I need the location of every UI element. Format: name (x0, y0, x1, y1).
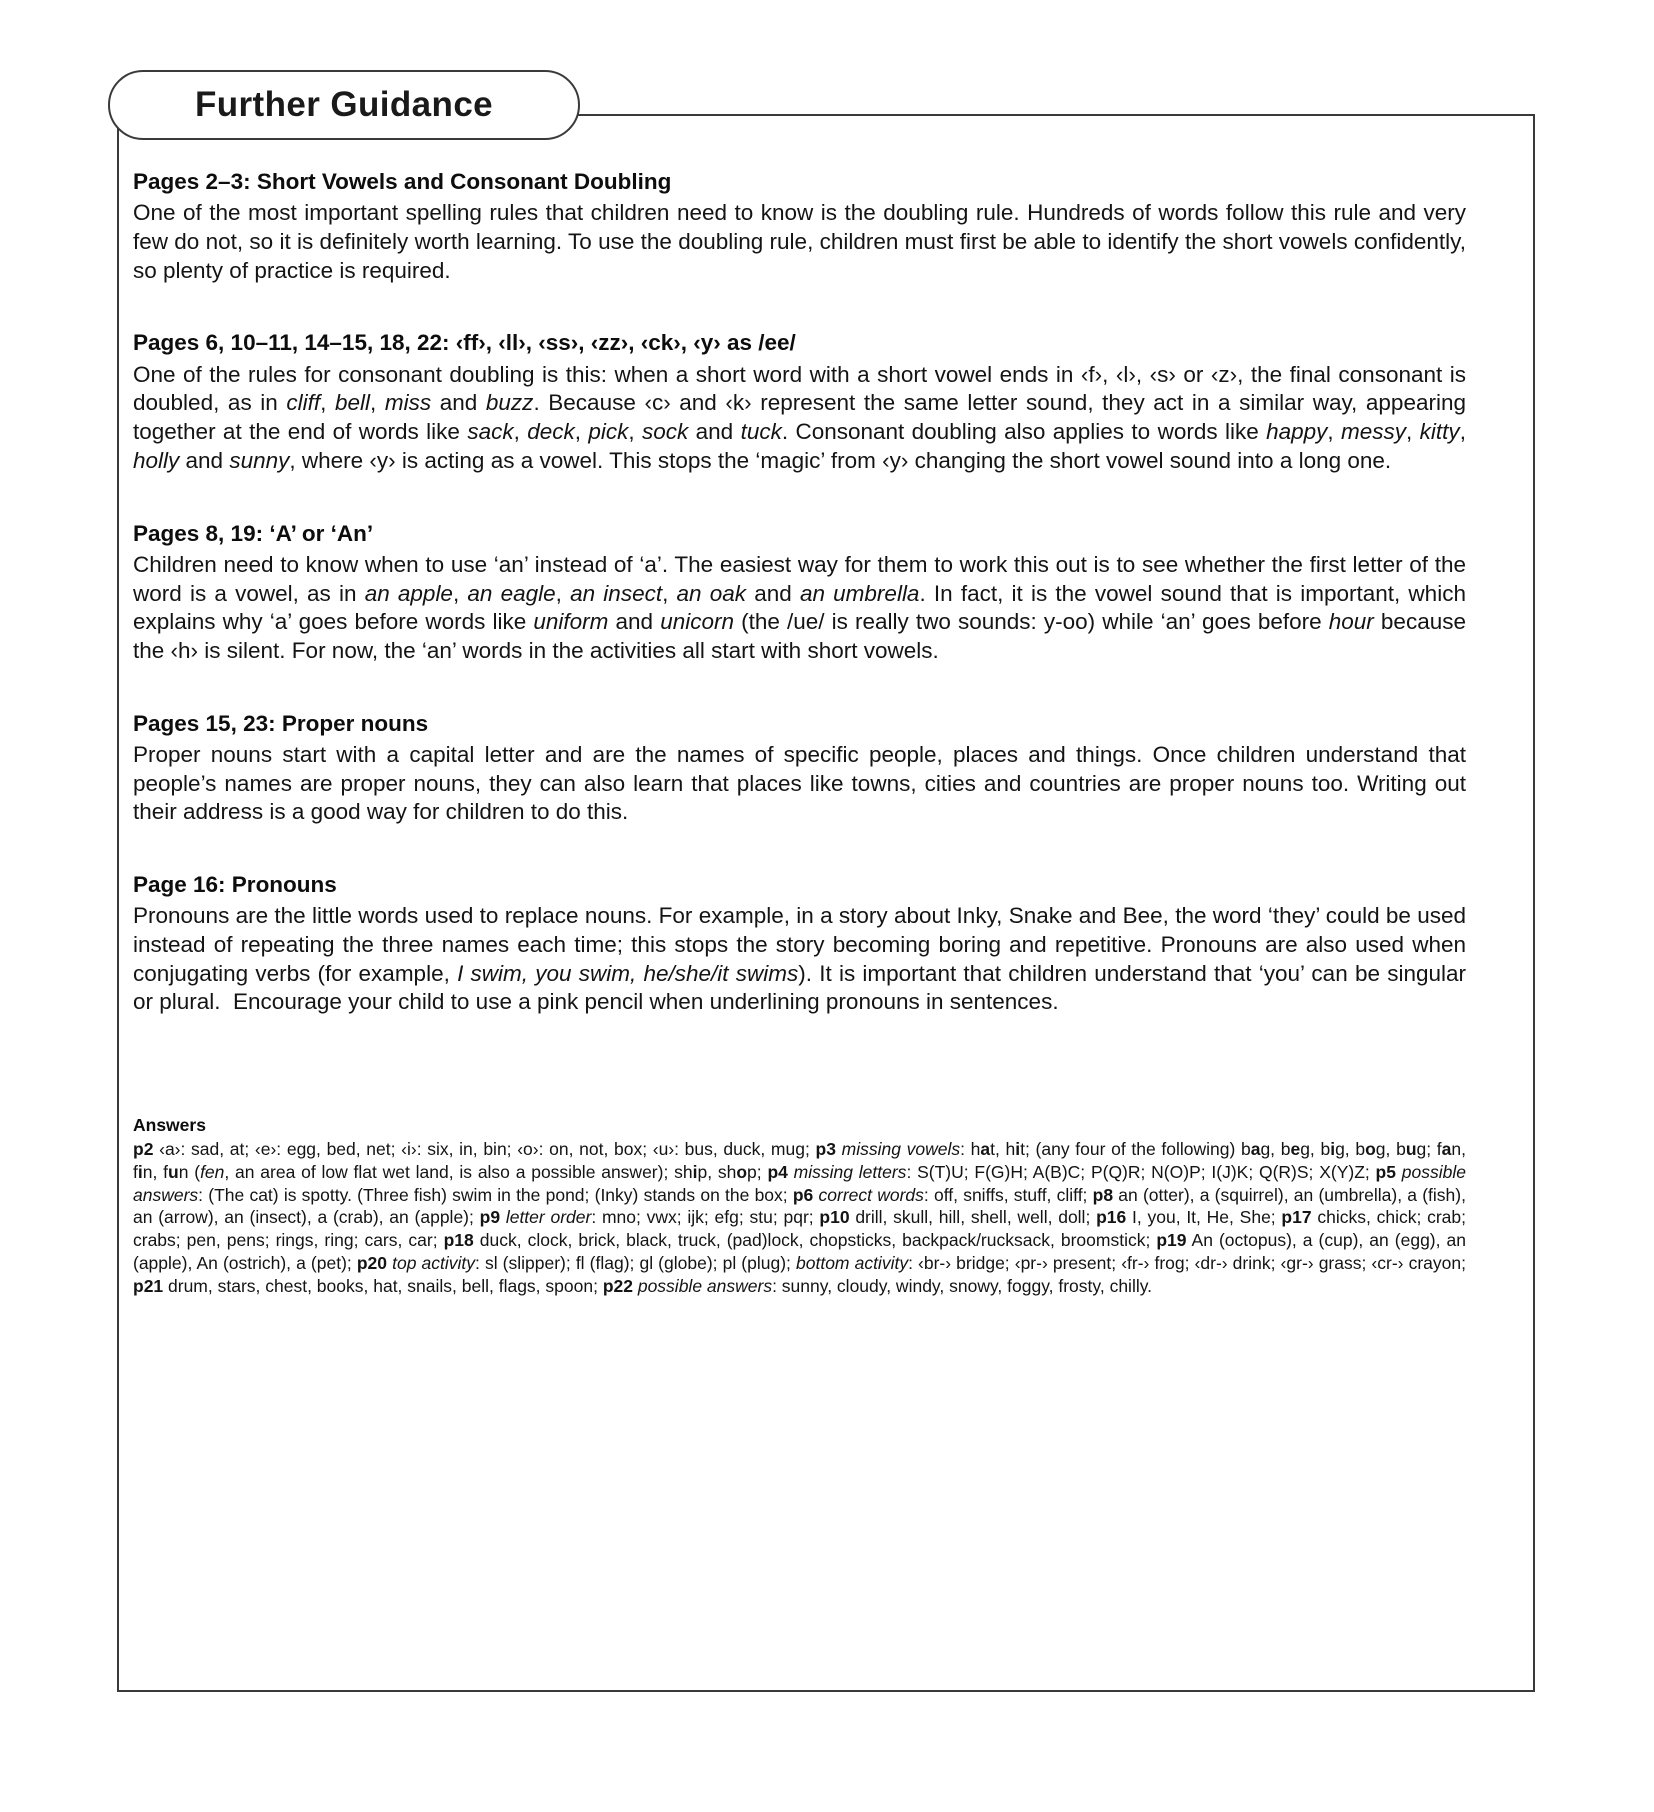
section-a-or-an (133, 520, 1466, 666)
answers-body: p2 ‹a›: sad, at; ‹e›: egg, bed, net; ‹i›: six, in, bin; ‹o›: on, not, box; ‹u›: bus, duck, mug; p3 missing vowels: hat, hit; (any four of the following) bag, beg, big, bog, bug; fan, fin, fun (fen, an area of low flat wet land, is also a possible answer); ship, shop; p4 missing letters: S(T)U; F(G)H; A(B)C; P(Q)R; N(O)P; I(J)K; Q(R)S; X(Y)Z; p5 possible answers: (The cat) is spotty. (Three fish) swim in the pond; (Inky) stands on the box; p6 correct words: off, sniffs, stuff, cliff; p8 an (otter), a (squirrel), an (umbrella), a (fish), an (arrow), an (insect), a (crab), an (apple); p9 letter order: mno; vwx; ijk; efg; stu; pqr; p10 drill, skull, hill, shell, well, doll; p16 I, you, It, He, She; p17 chicks, chick; crab; crabs; pen, pens; rings, ring; cars, car; p18 duck, clock, brick, black, truck, (pad)lock, chopsticks, backpack/rucksack, broomstick; p19 An (octopus), a (cup), an (egg), an (apple), An (ostrich), a (pet); p20 top activity: sl (slipper); fl (flag); gl (globe); pl (plug); bottom activity: ‹br-› bridge; ‹pr-› present; ‹fr-› frog; ‹dr-› drink; ‹gr-› grass; ‹cr-› crayon; p21 drum, stars, chest, books, hat, snails, bell, flags, spoon; p22 possible answers: sunny, cloudy, windy, snowy, foggy, frosty, chilly. (133, 1139, 1466, 1296)
page-title: Further Guidance (194, 85, 494, 124)
section-pronouns (133, 871, 1466, 1017)
section-proper-nouns (133, 710, 1466, 827)
spacer (133, 1061, 1466, 1079)
section-heading: Page 16: Pronouns (133, 872, 337, 897)
section-body: Proper nouns start with a capital letter and are the names of specific people, places and things. Once children understand that people’s names are proper nouns, they can also learn that places like towns, cities and countries are proper nouns too. Writing out their address is a good way for children to do this. (133, 741, 1466, 825)
section-short-vowels (133, 168, 1466, 285)
section-body: Pronouns are the little words used to replace nouns. For example, in a story about Inky, Snake and Bee, the word ‘they’ could be used instead of repeating the three names each time; this stops the story becoming boring and repetitive. Pronouns are also used when conjugating verbs (for example, I swim, you swim, he/she/it swims). It is important that children understand that ‘you’ can be singular or plural. Encourage your child to use a pink pencil when underlining pronouns in sentences. (133, 903, 1466, 1015)
section-heading: Pages 6, 10–11, 14–15, 18, 22: ‹ff›, ‹ll›, ‹ss›, ‹zz›, ‹ck›, ‹y› as /ee/ (133, 330, 796, 356)
section-heading: Pages 15, 23: Proper nouns (133, 710, 429, 736)
answers-section (133, 1115, 1466, 1297)
page-title-tab (108, 70, 580, 140)
guidance-content (133, 168, 1466, 1297)
section-body: Children need to know when to use ‘an’ instead of ‘a’. The easiest way for them to work this out is to see whether the first letter of the word is a vowel, as in an apple, an eagle, an insect, an oak and an umbrella. In fact, it is the vowel sound that is important, which explains why ‘a’ goes before words like uniform and unicorn (the /ue/ is really two sounds: y-oo) while ‘an’ goes before hour because the ‹h› is silent. For now, the ‘an’ words in the activities all start with short vowels. (133, 551, 1466, 663)
section-consonant-doubling (133, 329, 1466, 475)
section-body: One of the rules for consonant doubling is this: when a short word with a short vowel ends in ‹f›, ‹l›, ‹s› or ‹z›, the final consonant is doubled, as in cliff, bell, miss and buzz. Because ‹c› and ‹k› represent the same letter sound, they act in a similar way, appearing together at the end of words like sack, deck, pick, sock and tuck. Consonant doubling also applies to words like happy, messy, kitty, holly and sunny, where ‹y› is acting as a vowel. This stops the ‘magic’ from ‹y› changing the short vowel sound into a long one. (133, 361, 1466, 473)
section-heading: Pages 8, 19: ‘A’ or ‘An’ (133, 520, 374, 546)
section-body: One of the most important spelling rules that children need to know is the doubling rule. Hundreds of words follow this rule and very few do not, so it is definitely worth learning. To use the doubling rule, children must first be able to identify the short vowels confidently, so plenty of practice is required. (133, 200, 1466, 283)
answers-heading: Answers (133, 1115, 206, 1136)
section-heading: Pages 2–3: Short Vowels and Consonant Doubling (133, 169, 672, 194)
